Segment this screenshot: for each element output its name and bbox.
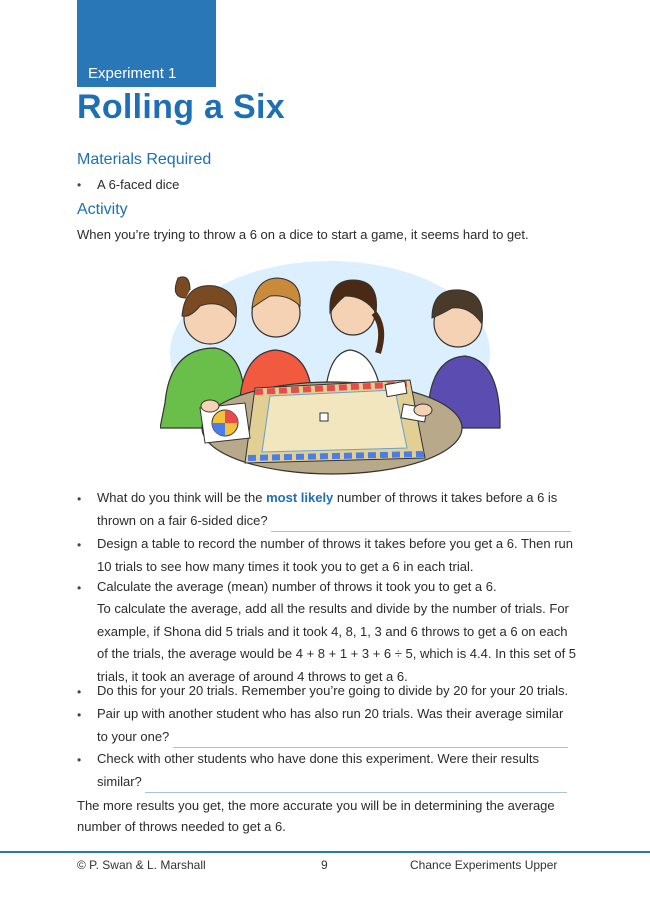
conclusion: The more results you get, the more accurate you will be in determining the average number of throws needed to get a 6. xyxy=(77,798,555,834)
bullet: • xyxy=(77,492,82,506)
experiment-tab-label: Experiment 1 xyxy=(88,65,177,82)
question-most-likely: What do you think will be the most likely number of throws it takes before a 6 is thrown on a fair 6-sided dice? xyxy=(97,487,577,532)
page-title: Rolling a Six xyxy=(77,88,285,126)
question-20-trials: Do this for your 20 trials. Remember you’re going to divide by 20 for your 20 trials. xyxy=(97,683,569,698)
average-explanation: To calculate the average, add all the results and divide by the number of trials. For example, if Shona did 5 trials and it took 4, 8, 1, 3 and 6 throws to get a 6 on each of the trials, the average would be 4 + 8 + 1 + 3 + 6 ÷ 5, which is 4.4. In this set of 5 trials, it took an average of around 4 throws to get a 6. xyxy=(97,601,577,684)
experiment-tab xyxy=(77,0,216,87)
question-check-others: Check with other students who have done this experiment. Were their results similar? xyxy=(97,748,577,793)
question-design-table: Design a table to record the number of throws it takes before you get a 6. Then run 10 trials to see how many times it took you to get a 6 in each trial. xyxy=(97,536,573,574)
footer-divider xyxy=(0,851,650,853)
question-calculate-average: Calculate the average (mean) number of throws it took you to get a 6. xyxy=(97,579,497,594)
footer-copyright: © P. Swan & L. Marshall xyxy=(77,858,206,872)
activity-heading: Activity xyxy=(77,201,128,218)
emphasis-most-likely: most likely xyxy=(266,490,334,505)
answer-line-1[interactable] xyxy=(271,517,571,532)
materials-item: A 6-faced dice xyxy=(97,177,180,192)
bullet: • xyxy=(77,753,82,767)
question-pair-up: Pair up with another student who has also run 20 trials. Was their average similar to your one? xyxy=(97,703,577,748)
bullet: • xyxy=(77,708,82,722)
answer-line-3[interactable] xyxy=(145,778,567,793)
bullet: • xyxy=(77,685,82,699)
activity-intro: When you’re trying to throw a 6 on a dice to start a game, it seems hard to get. xyxy=(77,227,529,242)
children-board-game-illustration xyxy=(160,258,505,480)
bullet: • xyxy=(77,178,82,192)
bullet: • xyxy=(77,538,82,552)
bullet: • xyxy=(77,581,82,595)
footer-book-title: Chance Experiments Upper xyxy=(410,858,558,872)
answer-line-2[interactable] xyxy=(173,733,568,748)
footer-page-number: 9 xyxy=(321,858,328,872)
materials-heading: Materials Required xyxy=(77,151,212,168)
